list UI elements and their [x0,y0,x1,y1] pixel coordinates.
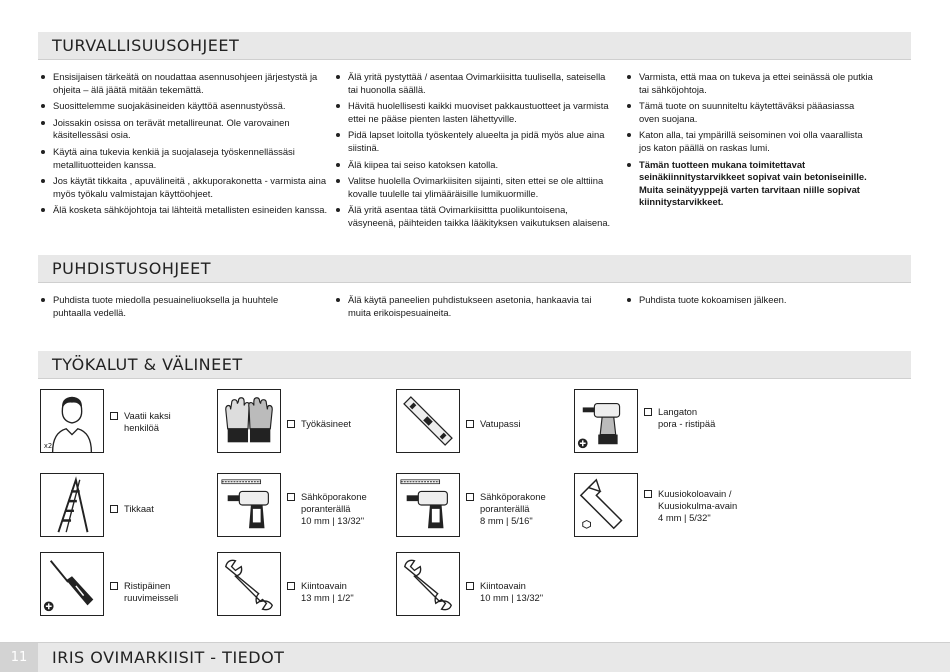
gloves-icon [217,389,281,453]
page-footer [0,642,950,672]
tool-label-text: Langaton pora - ristipää [658,406,716,429]
wrench-icon [217,552,281,616]
safety-column-3 [626,71,876,213]
list-item: Ensisijaisen tärkeätä on noudattaa asennusohjeen järjestystä ja ohjeita – älä jäätä mitään tekemättä. [40,71,330,96]
footer-title: IRIS OVIMARKIISIT - TIEDOT [52,648,285,667]
list-item: Tämä tuote on suunniteltu käytettäväksi pääasiassa oven suojana. [626,100,876,125]
cleaning-column-1 [40,294,300,323]
cleaning-column-3 [626,294,876,311]
tools-title: TYÖKALUT & VÄLINEET [52,355,243,374]
list-item: Älä kosketa sähköjohtoja tai lähteitä metallisten esineiden kanssa. [40,204,330,217]
checkbox[interactable] [287,420,295,428]
power-drill-icon [396,473,460,537]
person-icon [40,389,104,453]
list-item: Katon alla, tai ympärillä seisominen voi olla vaarallista jos katon päällä on raskas lumi. [626,129,876,154]
ladder-icon [40,473,104,537]
tool-label-text: Ristipäinen ruuvimeisseli [124,580,179,603]
list-item: Suosittelemme suojakäsineiden käyttöä asennustyössä. [40,100,330,113]
list-item: Käytä aina tukevia kenkiä ja suojalaseja työskennellässäsi metallituotteiden kanssa. [40,146,330,171]
tool-label-text: Työkäsineet [301,418,352,429]
tool-label-text: Sähköporakone poranterällä 8 mm | 5/16" [480,491,546,526]
list-item: Pidä lapset loitolla työskentely alueelta ja pidä myös alue aina siistinä. [335,129,615,154]
list-item: Varmista, että maa on tukeva ja ettei seinässä ole putkia tai sähköjohtoja. [626,71,876,96]
cordless-drill-icon [574,389,638,453]
tool-label-text: Tikkaat [124,503,154,514]
list-item: Jos käytät tikkaita , apuvälineitä , akkuporakonetta - varmista aina myös työkalu valmistajan käyttöohjeet. [40,175,330,200]
checkbox[interactable] [287,582,295,590]
list-item: Valitse huolella Ovimarkiisiten sijainti, siten ettei se ole alttiina kovalle tuulelle tai ylimääräisille lumikuormille. [335,175,615,200]
cleaning-column-2 [335,294,605,323]
wall-fixings-warning: Tämän tuotteen mukana toimitettavat seinäkiinnitystarvikkeet sopivat vain betoniseinille. Muita seinätyyppejä varten tarvitaan niille sopivat kiinnitystarvikkeet. [626,159,876,209]
tool-label-text: Kiintoavain 13 mm | 1/2" [301,580,354,603]
list-item: Älä käytä paneelien puhdistukseen asetonia, hankaavia tai muita erikoispesuaineita. [335,294,605,319]
cleaning-section-header [38,255,911,283]
tool-label-text: Vaatii kaksi henkilöä [124,410,171,433]
tool-label-text: Vatupassi [480,418,521,429]
checkbox[interactable] [466,493,474,501]
safety-column-2 [335,71,615,234]
safety-column-1 [40,71,330,221]
tool-label-text: Sähköporakone poranterällä 10 mm | 13/32" [301,491,367,526]
checkbox[interactable] [466,420,474,428]
list-item: Älä kiipea tai seiso katoksen katolla. [335,159,615,172]
checkbox[interactable] [644,490,652,498]
list-item: Hävitä huolellisesti kaikki muoviset pakkaustuotteet ja varmista ettei ne pääse pienten lasten lähettyville. [335,100,615,125]
tools-section-header [38,351,911,379]
list-item: Puhdista tuote kokoamisen jälkeen. [626,294,876,307]
cleaning-title: PUHDISTUSOHJEET [52,259,212,278]
checkbox[interactable] [110,412,118,420]
power-drill-icon [217,473,281,537]
checkbox[interactable] [287,493,295,501]
tool-label-text: Kiintoavain 10 mm | 13/32" [480,580,544,603]
tool-label-text: Kuusiokoloavain / Kuusiokulma-avain 4 mm | 5/32" [658,488,738,523]
hex-key-icon [574,473,638,537]
screwdriver-icon [40,552,104,616]
spirit-level-icon [396,389,460,453]
list-item: Älä yritä pystyttää / asentaa Ovimarkiisitta tuulisella, sateisella tai huonolla säällä. [335,71,615,96]
people-count-badge: x2 [43,442,53,451]
wrench-icon [396,552,460,616]
checkbox[interactable] [644,408,652,416]
checkbox[interactable] [466,582,474,590]
safety-title: TURVALLISUUSOHJEET [52,36,240,55]
safety-section-header [38,32,911,60]
list-item: Joissakin osissa on terävät metallireunat. Ole varovainen käsitellessäsi osia. [40,117,330,142]
page-number: 11 [0,643,38,672]
checkbox[interactable] [110,505,118,513]
list-item: Älä yritä asentaa tätä Ovimarkiisittta puolikuntoisena, väsyneenä, päihteiden taikka lääkityksen vaikutuksen alaisena. [335,204,615,229]
checkbox[interactable] [110,582,118,590]
list-item: Puhdista tuote miedolla pesuaineliuoksella ja huuhtele puhtaalla vedellä. [40,294,300,319]
